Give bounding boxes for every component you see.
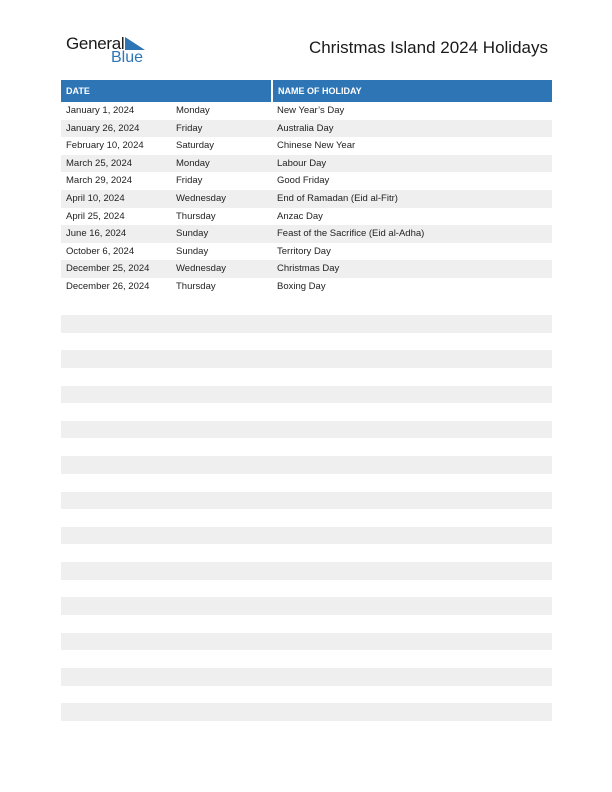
empty-row-stripe bbox=[61, 703, 552, 721]
cell-date: March 25, 2024 bbox=[66, 157, 133, 169]
cell-date: January 26, 2024 bbox=[66, 122, 140, 134]
cell-holiday-name: End of Ramadan (Eid al-Fitr) bbox=[277, 192, 398, 204]
holiday-table bbox=[61, 80, 552, 296]
cell-day: Monday bbox=[176, 157, 210, 169]
table-row bbox=[61, 278, 552, 296]
table-body bbox=[61, 102, 552, 296]
cell-holiday-name: Australia Day bbox=[277, 122, 334, 134]
cell-holiday-name: Good Friday bbox=[277, 175, 330, 187]
table-row bbox=[61, 225, 552, 243]
cell-date: June 16, 2024 bbox=[66, 228, 127, 240]
cell-date: December 25, 2024 bbox=[66, 263, 150, 275]
empty-row-stripe bbox=[61, 456, 552, 474]
cell-date: February 10, 2024 bbox=[66, 140, 144, 152]
cell-day: Sunday bbox=[176, 228, 209, 240]
generalblue-logo bbox=[66, 34, 156, 68]
table-row bbox=[61, 137, 552, 155]
cell-day: Friday bbox=[176, 175, 203, 187]
table-header bbox=[61, 80, 552, 102]
cell-day: Wednesday bbox=[176, 192, 226, 204]
empty-row-stripe bbox=[61, 633, 552, 651]
empty-row-stripe bbox=[61, 527, 552, 545]
table-row bbox=[61, 208, 552, 226]
logo-blue-text: Blue bbox=[111, 49, 144, 66]
cell-holiday-name: Feast of the Sacrifice (Eid al-Adha) bbox=[277, 228, 425, 240]
table-row bbox=[61, 243, 552, 261]
cell-day: Saturday bbox=[176, 140, 215, 152]
empty-row-stripe bbox=[61, 315, 552, 333]
empty-row-stripe bbox=[61, 668, 552, 686]
table-row bbox=[61, 120, 552, 138]
cell-day: Sunday bbox=[176, 245, 209, 257]
cell-date: December 26, 2024 bbox=[66, 280, 150, 292]
header-name: NAME OF HOLIDAY bbox=[273, 80, 552, 102]
cell-holiday-name: Christmas Day bbox=[277, 263, 340, 275]
logo-general-text: General bbox=[66, 34, 125, 53]
cell-holiday-name: Territory Day bbox=[277, 245, 331, 257]
table-row bbox=[61, 190, 552, 208]
cell-day: Thursday bbox=[176, 210, 216, 222]
empty-row-stripe bbox=[61, 350, 552, 368]
table-row bbox=[61, 155, 552, 173]
cell-day: Thursday bbox=[176, 280, 216, 292]
table-row bbox=[61, 260, 552, 278]
cell-holiday-name: New Year’s Day bbox=[277, 105, 345, 116]
cell-date: March 29, 2024 bbox=[66, 175, 133, 187]
table-row bbox=[61, 102, 552, 120]
page-title: Christmas Island 2024 Holidays bbox=[308, 38, 548, 57]
cell-holiday-name: Chinese New Year bbox=[277, 140, 356, 152]
cell-day: Monday bbox=[176, 105, 210, 116]
cell-day: Wednesday bbox=[176, 263, 226, 275]
cell-date: April 25, 2024 bbox=[66, 210, 125, 222]
cell-holiday-name: Boxing Day bbox=[277, 280, 326, 292]
cell-date: April 10, 2024 bbox=[66, 192, 125, 204]
cell-date: January 1, 2024 bbox=[66, 105, 135, 116]
cell-day: Friday bbox=[176, 122, 203, 134]
header-date: DATE bbox=[61, 80, 271, 102]
table-row bbox=[61, 172, 552, 190]
empty-row-stripe bbox=[61, 597, 552, 615]
empty-row-stripe bbox=[61, 421, 552, 439]
empty-row-stripe bbox=[61, 562, 552, 580]
empty-row-stripe bbox=[61, 386, 552, 404]
cell-date: October 6, 2024 bbox=[66, 245, 135, 257]
cell-holiday-name: Anzac Day bbox=[277, 210, 323, 222]
cell-holiday-name: Labour Day bbox=[277, 157, 327, 169]
empty-row-stripe bbox=[61, 492, 552, 510]
